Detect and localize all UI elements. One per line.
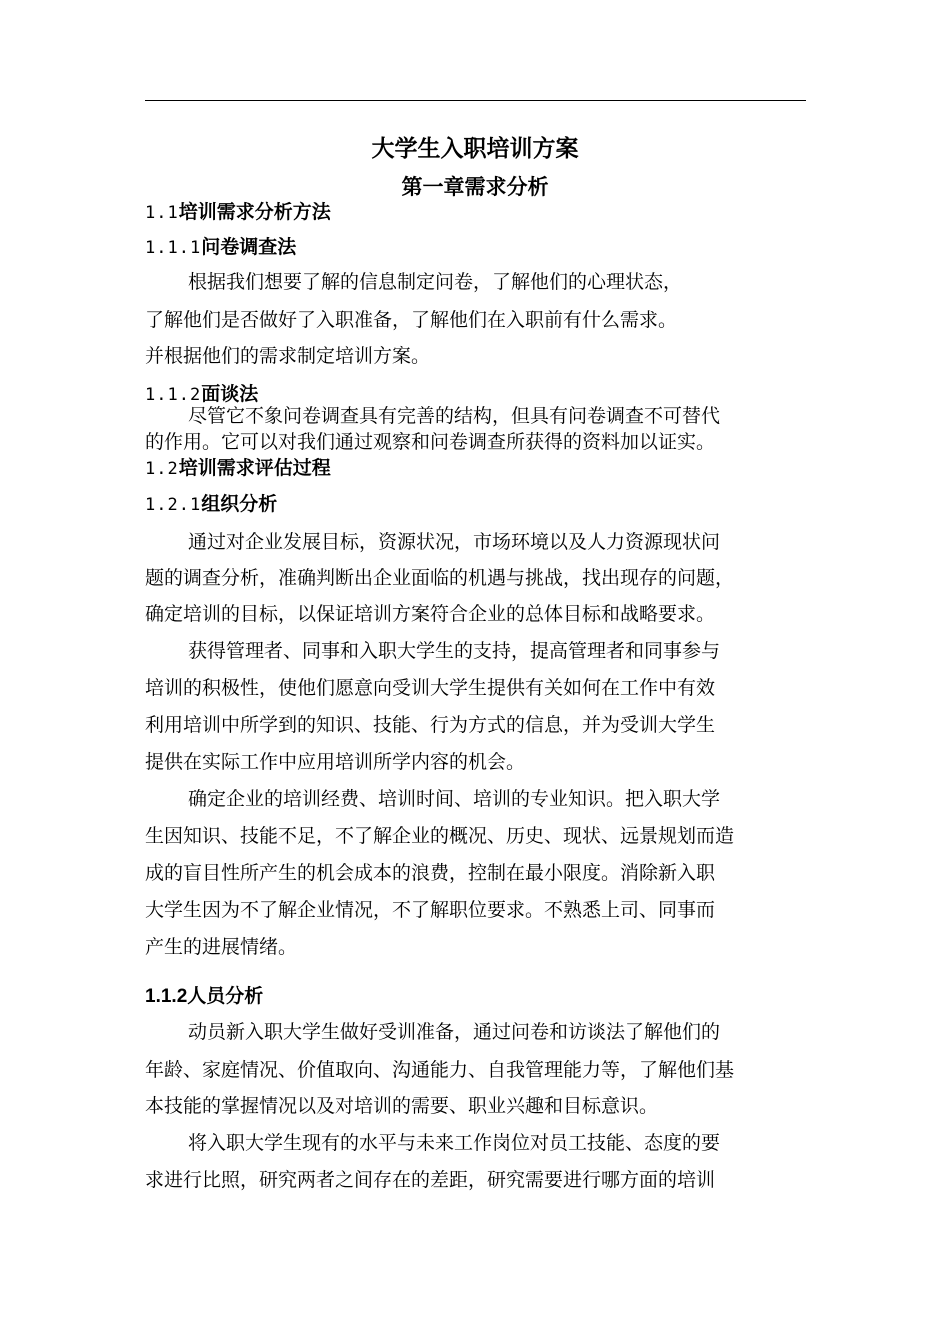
paragraph-line: 将入职大学生现有的水平与未来工作岗位对员工技能、态度的要 bbox=[188, 1132, 721, 1154]
subsection-title: 组织分析 bbox=[201, 493, 278, 515]
subsection-number: 1.1.2 bbox=[145, 385, 202, 405]
subsection-number: 1.2.1 bbox=[145, 495, 202, 515]
subsection-number: 1.1.1 bbox=[145, 238, 202, 258]
subsection-title: 面谈法 bbox=[201, 383, 259, 405]
subsection-heading-personnel bbox=[145, 987, 263, 1006]
section-number: 1.2 bbox=[145, 459, 179, 479]
paragraph-line: 提供在实际工作中应用培训所学内容的机会。 bbox=[145, 751, 526, 773]
section-title: 培训需求评估过程 bbox=[178, 457, 331, 479]
paragraph-line: 生因知识、技能不足，不了解企业的概况、历史、现状、远景规划而造 bbox=[145, 825, 735, 847]
paragraph-line: 确定企业的培训经费、培训时间、培训的专业知识。把入职大学 bbox=[188, 788, 721, 810]
paragraph-line: 通过对企业发展目标，资源状况，市场环境以及人力资源现状问 bbox=[188, 531, 721, 553]
chapter-heading: 第一章需求分析 bbox=[401, 175, 549, 199]
paragraph-line: 大学生因为不了解企业情况，不了解职位要求。不熟悉上司、同事而 bbox=[145, 899, 716, 921]
section-title: 培训需求分析方法 bbox=[178, 201, 331, 223]
paragraph-line: 获得管理者、同事和入职大学生的支持，提高管理者和同事参与 bbox=[188, 640, 721, 662]
subsection-heading-1-1-2 bbox=[145, 385, 258, 404]
paragraph-line: 尽管它不象问卷调查具有完善的结构，但具有问卷调查不可替代 bbox=[188, 405, 721, 427]
subsection-title: 人员分析 bbox=[187, 985, 264, 1007]
paragraph-line: 本技能的掌握情况以及对培训的需要、职业兴趣和目标意识。 bbox=[145, 1095, 659, 1117]
subsection-heading-1-1-1 bbox=[145, 238, 296, 257]
paragraph-line: 并根据他们的需求制定培训方案。 bbox=[145, 345, 431, 367]
paragraph-line: 根据我们想要了解的信息制定问卷，了解他们的心理状态， bbox=[188, 271, 683, 293]
paragraph-line: 了解他们是否做好了入职准备，了解他们在入职前有什么需求。 bbox=[145, 309, 678, 331]
section-heading-1-1 bbox=[145, 203, 331, 222]
subsection-heading-1-2-1 bbox=[145, 495, 277, 514]
paragraph-line: 培训的积极性，使他们愿意向受训大学生提供有关如何在工作中有效 bbox=[145, 677, 716, 699]
paragraph-line: 利用培训中所学到的知识、技能、行为方式的信息，并为受训大学生 bbox=[145, 714, 716, 736]
section-heading-1-2 bbox=[145, 459, 331, 478]
paragraph-line: 题的调查分析，准确判断出企业面临的机遇与挑战，找出现存的问题， bbox=[145, 567, 735, 589]
paragraph-line: 确定培训的目标，以保证培训方案符合企业的总体目标和战略要求。 bbox=[145, 603, 716, 625]
subsection-number: 1.1.2 bbox=[145, 986, 188, 1007]
document-title: 大学生入职培训方案 bbox=[371, 136, 579, 162]
paragraph-line: 产生的进展情绪。 bbox=[145, 936, 298, 958]
section-number: 1.1 bbox=[145, 203, 179, 223]
paragraph-line: 成的盲目性所产生的机会成本的浪费，控制在最小限度。消除新入职 bbox=[145, 862, 716, 884]
paragraph-line: 动员新入职大学生做好受训准备，通过问卷和访谈法了解他们的 bbox=[188, 1021, 721, 1043]
paragraph-line: 的作用。它可以对我们通过观察和问卷调查所获得的资料加以证实。 bbox=[145, 431, 716, 453]
paragraph-line: 求进行比照，研究两者之间存在的差距，研究需要进行哪方面的培训 bbox=[145, 1169, 716, 1191]
paragraph-line: 年龄、家庭情况、价值取向、沟通能力、自我管理能力等，了解他们基 bbox=[145, 1059, 735, 1081]
subsection-title: 问卷调查法 bbox=[201, 236, 297, 258]
header-rule bbox=[145, 100, 806, 101]
